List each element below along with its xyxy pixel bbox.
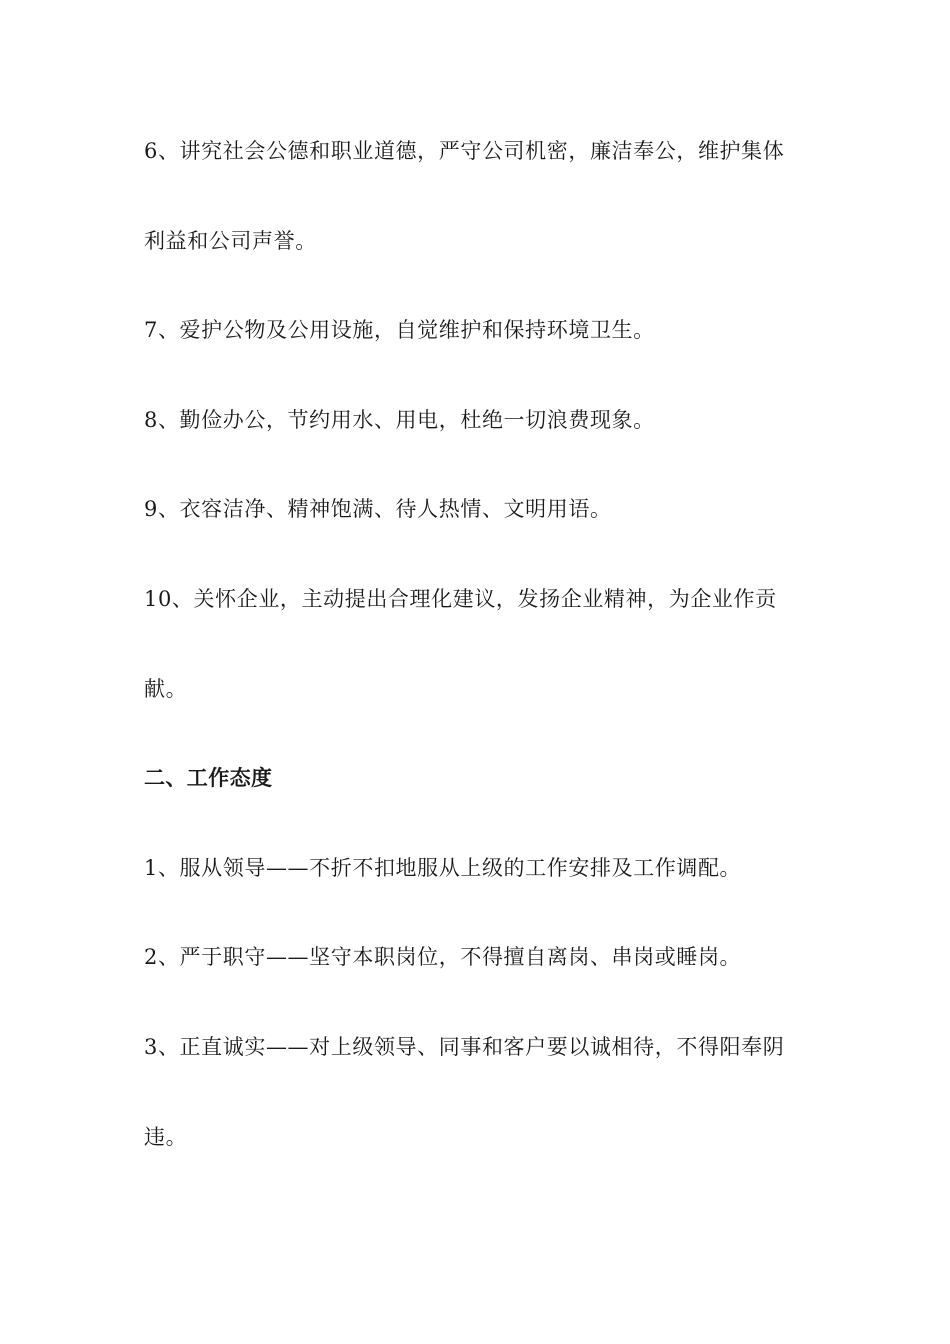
item-10-line-1: 10、关怀企业，主动提出合理化建议，发扬企业精神，为企业作贡: [144, 587, 777, 611]
item-6-line-2: 利益和公司声誉。: [144, 229, 317, 253]
attitude-item-2: 2、严于职守——坚守本职岗位，不得擅自离岗、串岗或睡岗。: [144, 945, 742, 969]
attitude-item-1: 1、服从领导——不折不扣地服从上级的工作安排及工作调配。: [144, 856, 742, 880]
attitude-item-3-line-1: 3、正直诚实——对上级领导、同事和客户要以诚相待，不得阳奉阴: [144, 1035, 785, 1059]
item-6-line-1: 6、讲究社会公德和职业道德，严守公司机密，廉洁奉公，维护集体: [144, 139, 785, 163]
item-9: 9、衣容洁净、精神饱满、待人热情、文明用语。: [144, 497, 612, 521]
attitude-item-3-line-2: 违。: [144, 1125, 188, 1149]
section-heading-work-attitude: 二、工作态度: [144, 766, 273, 790]
item-7: 7、爱护公物及公用设施，自觉维护和保持环境卫生。: [144, 318, 655, 342]
item-8: 8、勤俭办公，节约用水、用电，杜绝一切浪费现象。: [144, 408, 655, 432]
item-10-line-2: 献。: [144, 677, 188, 701]
